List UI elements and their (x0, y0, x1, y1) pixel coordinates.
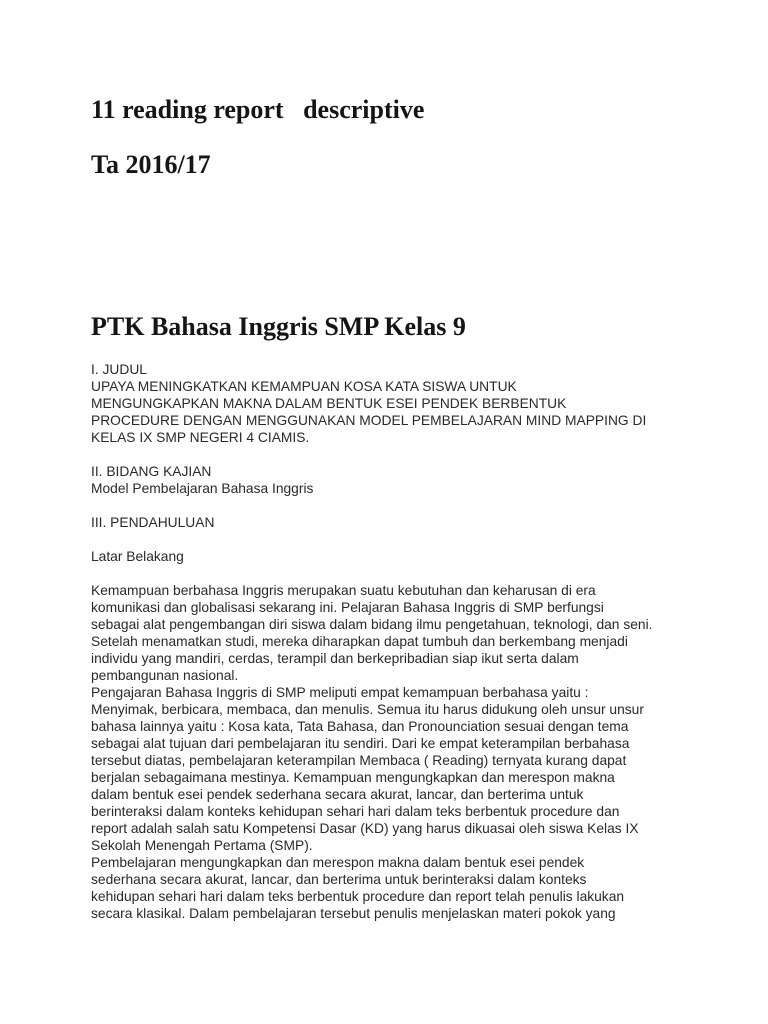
paragraph-line: tersebut diatas, pembelajaran keterampilan Membaca ( Reading) ternyata kurang dapat (91, 753, 627, 768)
judul-line: UPAYA MENINGKATKAN KEMAMPUAN KOSA KATA SISWA UNTUK (91, 379, 517, 394)
paragraph-line: komunikasi dan globalisasi sekarang ini. Pelajaran Bahasa Inggris di SMP berfungsi (91, 600, 604, 615)
judul-line: MENGUNGKAPKAN MAKNA DALAM BENTUK ESEI PENDEK BERBENTUK (91, 396, 567, 411)
document-title: 11 reading report descriptive (91, 95, 425, 124)
paragraph-line: pembangunan nasional. (91, 668, 239, 683)
section-heading-judul: I. JUDUL (91, 362, 147, 377)
paragraph-line: Pengajaran Bahasa Inggris di SMP meliputi empat kemampuan berbahasa yaitu : (91, 685, 589, 700)
spacer (91, 446, 691, 463)
paragraph-line: individu yang mandiri, cerdas, terampil dan berkepribadian siap ikut serta dalam (91, 651, 579, 666)
paragraph-line: bahasa lainnya yaitu : Kosa kata, Tata Bahasa, dan Pronounciation sesuai dengan tema (91, 719, 629, 734)
section-heading-pendahuluan: III. PENDAHULUAN (91, 515, 215, 530)
bidang-text: Model Pembelajaran Bahasa Inggris (91, 481, 314, 496)
subheading-latar-belakang: Latar Belakang (91, 549, 184, 564)
paragraph-line: berjalan sebagaimana mestinya. Kemampuan mengungkapkan dan merespon makna (91, 770, 615, 785)
document-year: Ta 2016/17 (91, 150, 211, 179)
paragraph-line: Pembelajaran mengungkapkan dan merespon makna dalam bentuk esei pendek (91, 855, 585, 870)
paragraph-line: berinteraksi dalam konteks kehidupan sehari hari dalam teks berbentuk procedure dan (91, 804, 620, 819)
spacer (91, 531, 691, 548)
document-body (91, 361, 691, 922)
paragraph-line: Setelah menamatkan studi, mereka diharapkan dapat tumbuh dan berkembang menjadi (91, 634, 628, 649)
paragraph-line: sederhana secara akurat, lancar, dan berterima untuk berinteraksi dalam konteks (91, 872, 587, 887)
judul-line: KELAS IX SMP NEGERI 4 CIAMIS. (91, 430, 310, 445)
paragraph-line: Kemampuan berbahasa Inggris merupakan suatu kebutuhan dan keharusan di era (91, 583, 596, 598)
paragraph-line: Sekolah Menengah Pertama (SMP). (91, 838, 313, 853)
paragraph-line: report adalah salah satu Kompetensi Dasar (KD) yang harus dikuasai oleh siswa Kelas IX (91, 821, 639, 836)
spacer (91, 497, 691, 514)
paragraph-line: sebagai alat tujuan dari pembelajaran itu sendiri. Dari ke empat keterampilan berbahasa (91, 736, 630, 751)
judul-line: PROCEDURE DENGAN MENGGUNAKAN MODEL PEMBELAJARAN MIND MAPPING DI (91, 413, 647, 428)
paragraph-line: Menyimak, berbicara, membaca, dan menulis. Semua itu harus didukung oleh unsur unsur (91, 702, 644, 717)
paragraph-line: sebagai alat pengembangan diri siswa dalam bidang ilmu pengetahuan, teknologi, dan seni. (91, 617, 653, 632)
ptk-title: PTK Bahasa Inggris SMP Kelas 9 (91, 312, 466, 341)
paragraph-line: secara klasikal. Dalam pembelajaran tersebut penulis menjelaskan materi pokok yang (91, 906, 616, 921)
paragraph-line: kehidupan sehari hari dalam teks berbentuk procedure dan report telah penulis lakukan (91, 889, 625, 904)
section-heading-bidang: II. BIDANG KAJIAN (91, 464, 212, 479)
spacer (91, 565, 691, 582)
paragraph-line: dalam bentuk esei pendek sederhana secara akurat, lancar, dan berterima untuk (91, 787, 584, 802)
